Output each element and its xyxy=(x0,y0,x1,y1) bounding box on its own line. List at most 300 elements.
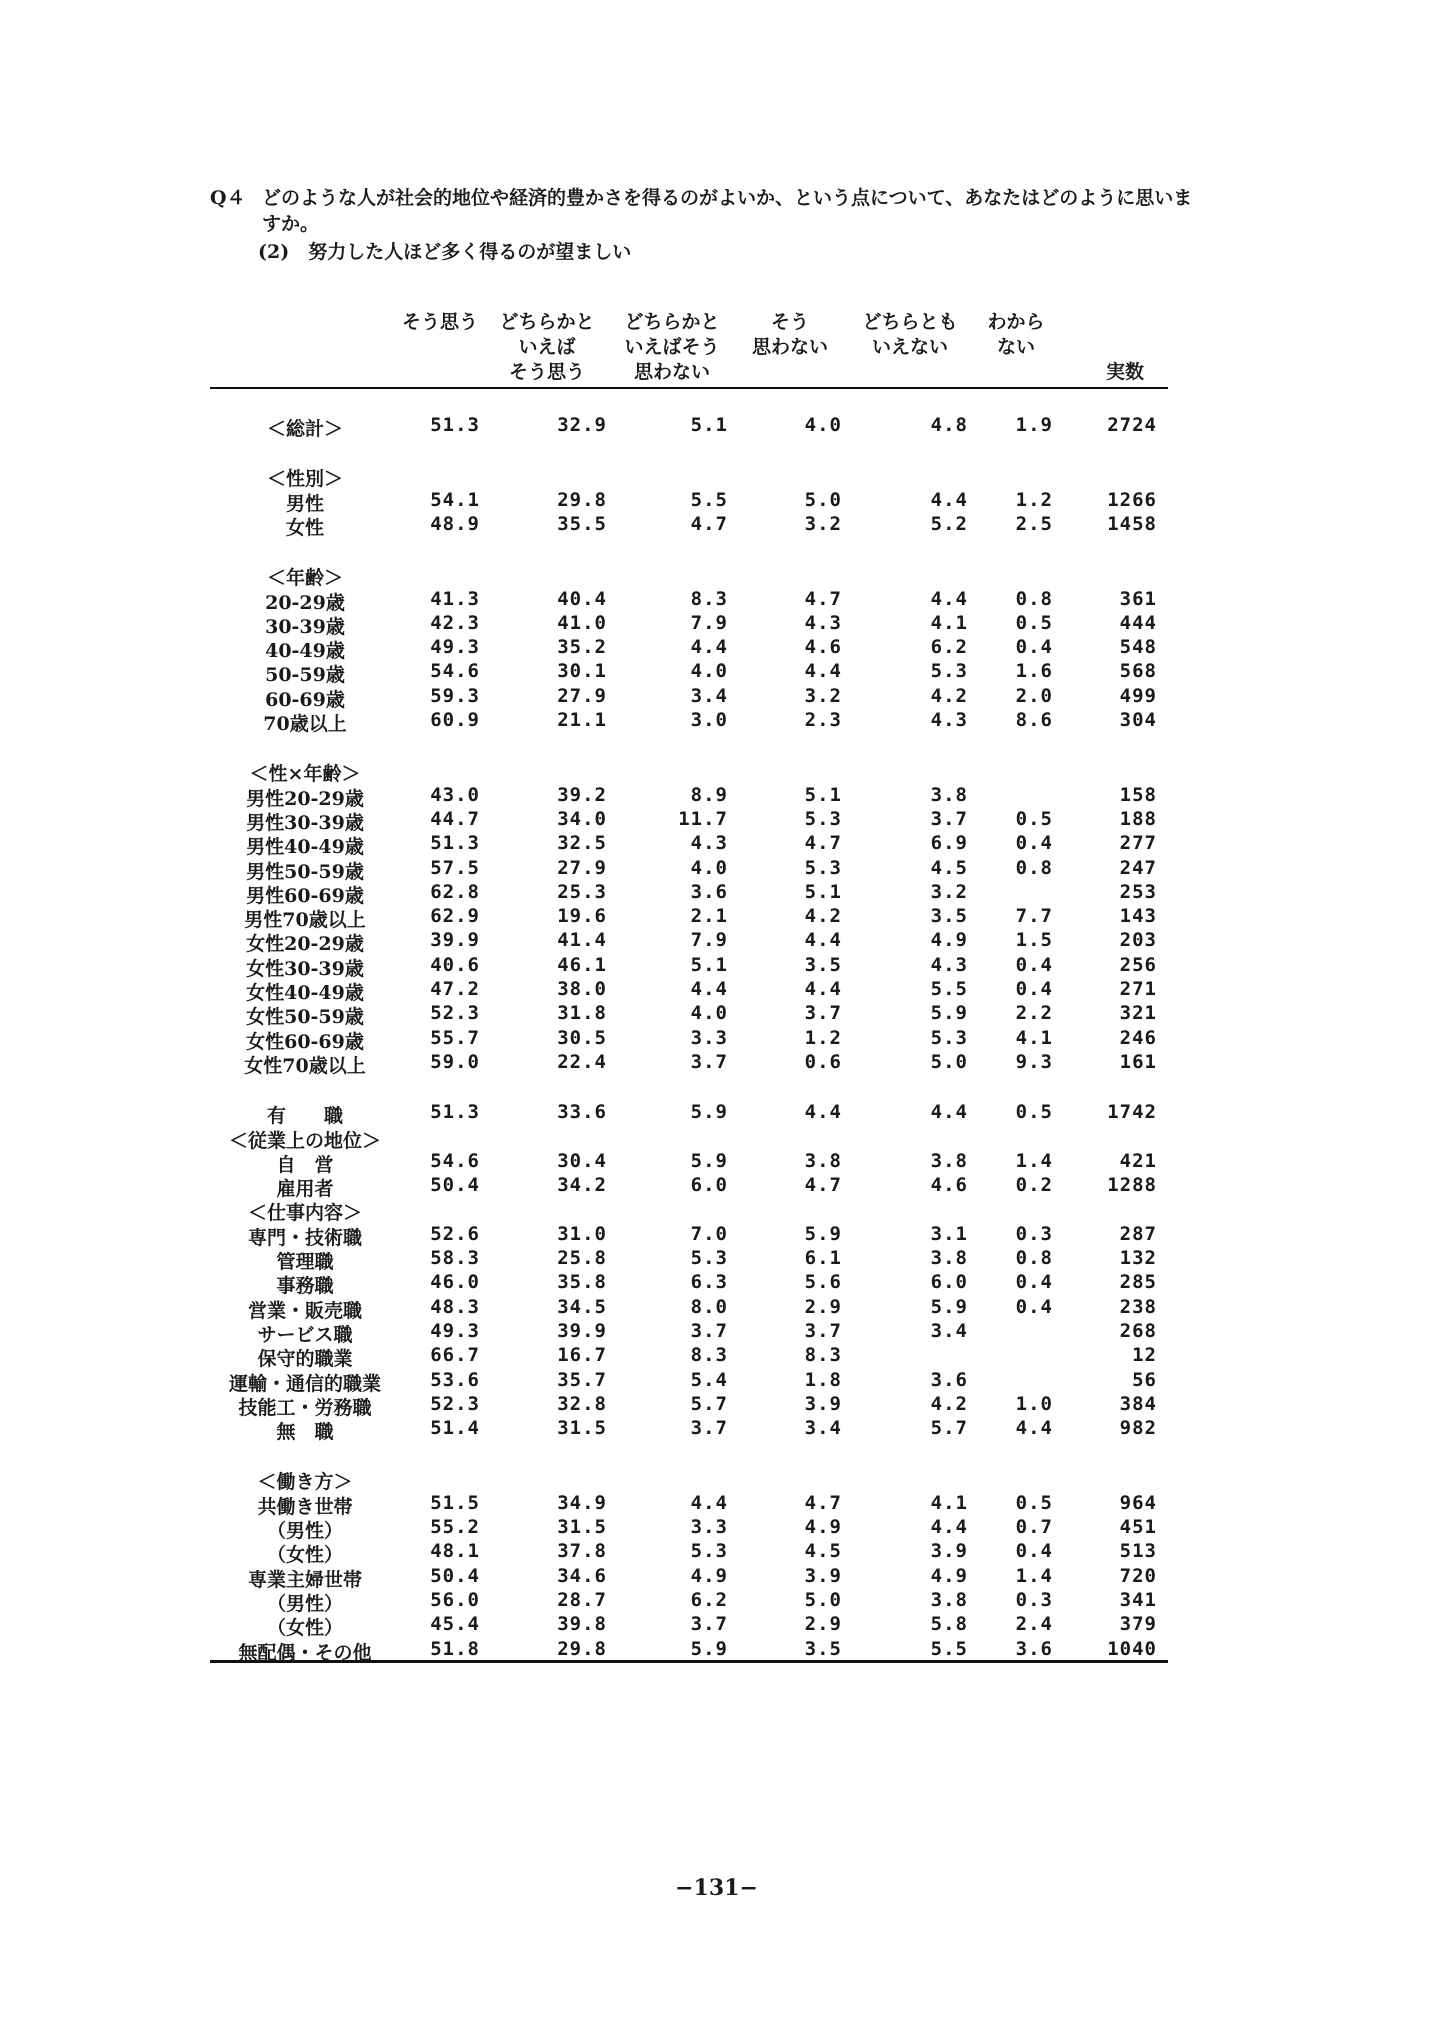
table-cell: 5.7 xyxy=(690,1392,728,1415)
column-header: そう 思わない xyxy=(751,311,828,358)
table-cell: 4.4 xyxy=(690,636,728,659)
table-cell: 3.3 xyxy=(690,1516,728,1538)
table-cell: 3.2 xyxy=(804,684,842,707)
table-cell: 35.8 xyxy=(557,1271,607,1294)
table-cell: 42.3 xyxy=(430,611,480,634)
table-cell: 54.6 xyxy=(430,1149,480,1172)
table-cell: 62.9 xyxy=(430,905,480,928)
table-cell: 56 xyxy=(1132,1368,1157,1391)
table-cell: 4.4 xyxy=(690,978,728,1000)
table-cell: 6.2 xyxy=(690,1588,728,1611)
column-header: どちらとも いえない xyxy=(862,311,958,358)
row-label: （女性） xyxy=(266,1544,343,1567)
table-cell: 4.9 xyxy=(930,1564,968,1587)
table-cell: 3.1 xyxy=(930,1222,968,1245)
table-cell: 62.8 xyxy=(430,880,480,903)
table-cell: 7.0 xyxy=(690,1222,728,1245)
table-cell: 9.3 xyxy=(1015,1050,1053,1073)
row-label: サービス職 xyxy=(257,1323,353,1346)
table-cell: 0.4 xyxy=(1015,953,1053,976)
table-cell: 29.8 xyxy=(557,488,607,511)
table-cell: 1.4 xyxy=(1015,1149,1053,1172)
table-cell: 4.3 xyxy=(690,832,728,855)
table-cell: 247 xyxy=(1119,856,1157,879)
table-cell: 0.8 xyxy=(1015,587,1053,610)
table-cell: 1.0 xyxy=(1015,1392,1053,1415)
table-cell: 6.3 xyxy=(690,1271,728,1294)
table-cell: 5.3 xyxy=(690,1247,728,1269)
table-cell: 51.8 xyxy=(430,1637,480,1660)
table-cell: 1288 xyxy=(1107,1174,1157,1197)
table-cell: 8.3 xyxy=(690,1344,728,1367)
column-header: どちらかと いえば そう思う xyxy=(499,311,595,383)
table-cell: 4.0 xyxy=(690,660,728,683)
table-cell: 35.2 xyxy=(557,636,607,659)
table-cell: 32.5 xyxy=(557,832,607,855)
table-cell: 52.6 xyxy=(430,1222,480,1245)
table-cell: 6.0 xyxy=(690,1174,728,1197)
table-cell: 3.7 xyxy=(804,1319,842,1342)
table-cell: 1458 xyxy=(1107,512,1157,535)
table-cell: 4.6 xyxy=(930,1174,968,1197)
table-cell: 3.7 xyxy=(804,1002,842,1025)
table-cell: 1.2 xyxy=(804,1026,842,1049)
table-cell: 22.4 xyxy=(557,1050,607,1073)
table-cell: 5.9 xyxy=(690,1637,728,1660)
row-label: 女性30-39歳 xyxy=(246,957,364,980)
table-cell: 5.4 xyxy=(690,1368,728,1391)
table-cell: 4.4 xyxy=(1015,1417,1053,1440)
table-cell: 0.8 xyxy=(1015,1247,1053,1269)
table-cell: 41.3 xyxy=(430,587,480,610)
column-header: 実数 xyxy=(1105,361,1144,383)
table-cell: 31.5 xyxy=(557,1417,607,1440)
table-cell: 4.7 xyxy=(804,1174,842,1197)
table-cell: 51.3 xyxy=(430,414,480,436)
table-cell: 5.9 xyxy=(690,1101,728,1124)
row-label: 男性50-59歳 xyxy=(246,860,364,883)
table-cell: 4.4 xyxy=(804,1101,842,1124)
table-cell: 1.6 xyxy=(1015,660,1053,683)
table-cell: 1.5 xyxy=(1015,929,1053,952)
table-cell: 4.4 xyxy=(690,1491,728,1514)
table-cell: 304 xyxy=(1119,709,1157,731)
table-cell: 2.9 xyxy=(804,1613,842,1636)
row-label: 女性20-29歳 xyxy=(246,933,364,956)
table-cell: 51.4 xyxy=(430,1417,480,1440)
table-cell: 27.9 xyxy=(557,856,607,879)
table-cell: 5.3 xyxy=(930,1026,968,1049)
table-cell: 48.9 xyxy=(430,512,480,535)
table-cell: 48.3 xyxy=(430,1295,480,1318)
table-cell: 0.5 xyxy=(1015,611,1053,634)
table-cell: 48.1 xyxy=(430,1540,480,1563)
table-cell: 5.5 xyxy=(690,488,728,511)
table-cell: 720 xyxy=(1119,1564,1157,1587)
row-label: 事務職 xyxy=(276,1275,334,1298)
table-cell: 6.9 xyxy=(930,832,968,855)
table-cell: 21.1 xyxy=(557,709,607,731)
table-cell: 4.0 xyxy=(804,414,842,436)
table-cell: 3.4 xyxy=(690,684,728,707)
table-cell: 2.3 xyxy=(804,709,842,731)
table-cell: 0.4 xyxy=(1015,1271,1053,1294)
table-cell: 11.7 xyxy=(678,807,728,830)
table-cell: 4.2 xyxy=(804,905,842,928)
table-cell: 3.7 xyxy=(690,1417,728,1440)
table-cell: 4.4 xyxy=(804,929,842,952)
table-cell: 38.0 xyxy=(557,978,607,1000)
table-cell: 4.3 xyxy=(930,953,968,976)
row-label: 女性50-59歳 xyxy=(246,1006,364,1029)
table-cell: 5.1 xyxy=(804,880,842,903)
row-label: 技能工・労務職 xyxy=(238,1396,372,1419)
row-label: 女性 xyxy=(285,516,324,539)
table-cell: 27.9 xyxy=(557,684,607,707)
table-cell: 49.3 xyxy=(430,1319,480,1342)
row-label: 運輸・通信的職業 xyxy=(228,1372,381,1395)
table-cell: 4.6 xyxy=(804,636,842,659)
table-cell: 55.2 xyxy=(430,1516,480,1538)
table-cell: 3.9 xyxy=(804,1392,842,1415)
table-cell: 25.8 xyxy=(557,1247,607,1269)
table-cell: 3.5 xyxy=(804,1637,842,1660)
table-cell: 4.4 xyxy=(930,587,968,610)
row-label: 自 営 xyxy=(276,1153,334,1176)
table-cell: 5.3 xyxy=(804,856,842,879)
table-cell: 5.3 xyxy=(804,807,842,830)
table-cell: 40.6 xyxy=(430,953,480,976)
table-cell: 0.5 xyxy=(1015,1101,1053,1124)
row-label: 男性20-29歳 xyxy=(246,787,364,810)
table-cell: 6.1 xyxy=(804,1247,842,1269)
row-label: 男性60-69歳 xyxy=(246,884,364,907)
table-cell: 321 xyxy=(1119,1002,1157,1025)
table-cell: 5.5 xyxy=(930,978,968,1000)
column-header: どちらかと いえばそう 思わない xyxy=(624,311,720,383)
table-cell: 0.6 xyxy=(804,1050,842,1073)
table-cell: 47.2 xyxy=(430,978,480,1000)
table-cell: 25.3 xyxy=(557,880,607,903)
table-cell: 1.8 xyxy=(804,1368,842,1391)
row-label: 女性70歳以上 xyxy=(244,1054,366,1077)
table-cell: 2724 xyxy=(1107,414,1157,436)
table-cell: 1.2 xyxy=(1015,488,1053,511)
table-cell: 60.9 xyxy=(430,709,480,731)
row-label: ＜働き方＞ xyxy=(257,1471,353,1494)
table-cell: 3.5 xyxy=(804,953,842,976)
table-cell: 8.6 xyxy=(1015,709,1053,731)
table-cell: 34.0 xyxy=(557,807,607,830)
row-label: 男性 xyxy=(285,492,324,515)
table-cell: 421 xyxy=(1119,1149,1157,1172)
row-label: 女性60-69歳 xyxy=(246,1030,364,1053)
table-cell: 34.9 xyxy=(557,1491,607,1514)
table-cell: 31.5 xyxy=(557,1516,607,1538)
table-cell: 4.4 xyxy=(930,1101,968,1124)
table-cell: 3.8 xyxy=(930,1247,968,1269)
table-cell: 4.7 xyxy=(804,1491,842,1514)
row-label: 男性30-39歳 xyxy=(246,811,364,834)
table-cell: 37.8 xyxy=(557,1540,607,1563)
table-cell: 7.7 xyxy=(1015,905,1053,928)
column-header: そう思う xyxy=(401,311,478,333)
table-cell: 32.9 xyxy=(557,414,607,436)
table-cell: 4.7 xyxy=(690,512,728,535)
table-cell: 39.9 xyxy=(430,929,480,952)
table-cell: 3.8 xyxy=(930,783,968,806)
table-cell: 34.2 xyxy=(557,1174,607,1197)
table-cell: 57.5 xyxy=(430,856,480,879)
table-cell: 40.4 xyxy=(557,587,607,610)
table-cell: 34.5 xyxy=(557,1295,607,1318)
table-cell: 277 xyxy=(1119,832,1157,855)
table-cell: 271 xyxy=(1119,978,1157,1000)
table-cell: 55.7 xyxy=(430,1026,480,1049)
row-label: 有 職 xyxy=(266,1105,343,1128)
table-cell: 45.4 xyxy=(430,1613,480,1636)
table-cell: 0.4 xyxy=(1015,636,1053,659)
table-cell: 0.4 xyxy=(1015,1540,1053,1563)
row-label: （女性） xyxy=(266,1617,343,1640)
table-cell: 513 xyxy=(1119,1540,1157,1563)
table-cell: 5.1 xyxy=(804,783,842,806)
row-label: ＜性×年齢＞ xyxy=(249,763,361,786)
table-cell: 46.1 xyxy=(557,953,607,976)
table-cell: 548 xyxy=(1119,636,1157,659)
row-label: 専業主婦世帯 xyxy=(247,1568,362,1591)
table-cell: 132 xyxy=(1119,1247,1157,1269)
table-cell: 4.7 xyxy=(804,587,842,610)
table-cell: 51.3 xyxy=(430,1101,480,1124)
table-cell: 3.0 xyxy=(690,709,728,731)
table-cell: 4.0 xyxy=(690,1002,728,1025)
table-cell: 188 xyxy=(1119,807,1157,830)
table-cell: 285 xyxy=(1119,1271,1157,1294)
question-subitem: (2) 努力した人ほど多く得るのが望ましい xyxy=(258,241,632,263)
table-cell: 59.0 xyxy=(430,1050,480,1073)
table-cell: 4.4 xyxy=(930,488,968,511)
table-cell: 12 xyxy=(1132,1344,1157,1367)
row-label: ＜仕事内容＞ xyxy=(247,1202,362,1225)
row-label: 専門・技術職 xyxy=(247,1226,362,1249)
table-cell: 3.4 xyxy=(804,1417,842,1440)
table-cell: 56.0 xyxy=(430,1588,480,1611)
table-cell: 982 xyxy=(1119,1417,1157,1440)
table-cell: 341 xyxy=(1119,1588,1157,1611)
table-cell: 6.0 xyxy=(930,1271,968,1294)
table-cell: 43.0 xyxy=(430,783,480,806)
table-cell: 3.7 xyxy=(690,1613,728,1636)
table-cell: 5.0 xyxy=(804,1588,842,1611)
table-cell: 3.3 xyxy=(690,1026,728,1049)
table-cell: 444 xyxy=(1119,611,1157,634)
table-cell: 5.2 xyxy=(930,512,968,535)
table-cell: 5.9 xyxy=(930,1002,968,1025)
table-cell: 3.8 xyxy=(930,1149,968,1172)
question-text: どのような人が社会的地位や経済的豊かさを得るのがよいか、という点について、あなたはどのように思いますか。 xyxy=(262,187,1193,235)
table-cell: 0.5 xyxy=(1015,807,1053,830)
table-cell: 8.3 xyxy=(804,1344,842,1367)
table-cell: 51.5 xyxy=(430,1491,480,1514)
table-cell: 256 xyxy=(1119,953,1157,976)
table-cell: 4.9 xyxy=(690,1564,728,1587)
table-cell: 7.9 xyxy=(690,929,728,952)
table-cell: 1266 xyxy=(1107,488,1157,511)
table-cell: 5.1 xyxy=(690,414,728,436)
table-cell: 30.5 xyxy=(557,1026,607,1049)
table-cell: 0.7 xyxy=(1015,1516,1053,1538)
table-cell: 4.1 xyxy=(1015,1026,1053,1049)
table-cell: 158 xyxy=(1119,783,1157,806)
row-label: 40-49歳 xyxy=(265,640,345,663)
table-cell: 8.0 xyxy=(690,1295,728,1318)
table-cell: 41.0 xyxy=(557,611,607,634)
table-cell: 50.4 xyxy=(430,1564,480,1587)
table-cell: 31.0 xyxy=(557,1222,607,1245)
table-cell: 4.7 xyxy=(804,832,842,855)
table-cell: 4.5 xyxy=(804,1540,842,1563)
table-cell: 5.3 xyxy=(930,660,968,683)
table-cell: 2.1 xyxy=(690,905,728,928)
row-label: 20-29歳 xyxy=(265,591,345,614)
table-cell: 33.6 xyxy=(557,1101,607,1124)
table-cell: 5.3 xyxy=(690,1540,728,1563)
table-cell: 143 xyxy=(1119,905,1157,928)
table-cell: 3.2 xyxy=(930,880,968,903)
row-label: ＜総計＞ xyxy=(266,418,343,440)
table-cell: 0.3 xyxy=(1015,1588,1053,1611)
question-number: Q４ xyxy=(210,187,246,209)
table-cell: 19.6 xyxy=(557,905,607,928)
table-cell: 3.7 xyxy=(690,1319,728,1342)
table-cell: 5.9 xyxy=(690,1149,728,1172)
table-cell: 4.5 xyxy=(930,856,968,879)
row-label: ＜年齢＞ xyxy=(266,567,343,590)
table-cell: 3.4 xyxy=(930,1319,968,1342)
table-cell: 1.9 xyxy=(1015,414,1053,436)
table-cell: 4.4 xyxy=(930,1516,968,1538)
table-cell: 52.3 xyxy=(430,1392,480,1415)
row-label: ＜従業上の地位＞ xyxy=(228,1129,381,1152)
table-cell: 361 xyxy=(1119,587,1157,610)
table-cell: 5.6 xyxy=(804,1271,842,1294)
table-cell: 4.9 xyxy=(804,1516,842,1538)
table-cell: 35.5 xyxy=(557,512,607,535)
table-cell: 2.9 xyxy=(804,1295,842,1318)
table-cell: 499 xyxy=(1119,684,1157,707)
table-cell: 203 xyxy=(1119,929,1157,952)
table-cell: 39.9 xyxy=(557,1319,607,1342)
row-label: 保守的職業 xyxy=(257,1348,353,1371)
table-cell: 8.3 xyxy=(690,587,728,610)
table-cell: 4.1 xyxy=(930,1491,968,1514)
table-cell: 66.7 xyxy=(430,1344,480,1367)
table-cell: 0.3 xyxy=(1015,1222,1053,1245)
row-label: 男性40-49歳 xyxy=(246,836,364,859)
page-number: −131− xyxy=(675,1875,758,1901)
table-rule xyxy=(210,387,1168,389)
table-cell: 0.5 xyxy=(1015,1491,1053,1514)
table-cell: 30.1 xyxy=(557,660,607,683)
row-label: 70歳以上 xyxy=(263,713,347,735)
table-cell: 0.2 xyxy=(1015,1174,1053,1197)
table-cell: 4.8 xyxy=(930,414,968,436)
table-cell: 2.2 xyxy=(1015,1002,1053,1025)
table-cell: 2.0 xyxy=(1015,684,1053,707)
table-cell: 964 xyxy=(1119,1491,1157,1514)
table-cell: 3.9 xyxy=(804,1564,842,1587)
table-cell: 384 xyxy=(1119,1392,1157,1415)
table-cell: 5.9 xyxy=(804,1222,842,1245)
table-cell: 31.8 xyxy=(557,1002,607,1025)
table-cell: 268 xyxy=(1119,1319,1157,1342)
table-cell: 3.8 xyxy=(804,1149,842,1172)
table-cell: 4.3 xyxy=(804,611,842,634)
table-cell: 0.4 xyxy=(1015,832,1053,855)
table-cell: 5.5 xyxy=(930,1637,968,1660)
table-cell: 5.0 xyxy=(804,488,842,511)
table-cell: 1040 xyxy=(1107,1637,1157,1660)
table-cell: 0.4 xyxy=(1015,1295,1053,1318)
table-cell: 5.0 xyxy=(930,1050,968,1073)
row-label: 無 職 xyxy=(276,1421,334,1444)
table-cell: 4.4 xyxy=(804,660,842,683)
row-label: （男性） xyxy=(266,1592,343,1615)
table-cell: 287 xyxy=(1119,1222,1157,1245)
table-cell: 379 xyxy=(1119,1613,1157,1636)
table-cell: 7.9 xyxy=(690,611,728,634)
table-cell: 4.3 xyxy=(930,709,968,731)
table-cell: 1742 xyxy=(1107,1101,1157,1124)
table-cell: 29.8 xyxy=(557,1637,607,1660)
table-cell: 568 xyxy=(1119,660,1157,683)
table-cell: 54.1 xyxy=(430,488,480,511)
table-cell: 16.7 xyxy=(557,1344,607,1367)
table-cell: 3.9 xyxy=(930,1540,968,1563)
row-label: 無配偶・その他 xyxy=(238,1641,372,1664)
row-label: 50-59歳 xyxy=(265,664,345,687)
table-cell: 253 xyxy=(1119,880,1157,903)
table-cell: 39.8 xyxy=(557,1613,607,1636)
row-label: （男性） xyxy=(266,1520,343,1542)
row-label: 60-69歳 xyxy=(265,688,345,711)
row-label: 共働き世帯 xyxy=(257,1495,353,1518)
table-cell: 246 xyxy=(1119,1026,1157,1049)
table-cell: 1.4 xyxy=(1015,1564,1053,1587)
table-cell: 49.3 xyxy=(430,636,480,659)
table-cell: 2.5 xyxy=(1015,512,1053,535)
table-cell: 34.6 xyxy=(557,1564,607,1587)
table-cell: 0.8 xyxy=(1015,856,1053,879)
row-label: 雇用者 xyxy=(276,1178,334,1201)
table-cell: 5.1 xyxy=(690,953,728,976)
table-cell: 44.7 xyxy=(430,807,480,830)
table-cell: 39.2 xyxy=(557,783,607,806)
table-cell: 3.6 xyxy=(930,1368,968,1391)
table-cell: 54.6 xyxy=(430,660,480,683)
table-cell: 3.6 xyxy=(690,880,728,903)
table-cell: 46.0 xyxy=(430,1271,480,1294)
table-cell: 5.8 xyxy=(930,1613,968,1636)
table-cell: 4.1 xyxy=(930,611,968,634)
table-cell: 2.4 xyxy=(1015,1613,1053,1636)
table-cell: 32.8 xyxy=(557,1392,607,1415)
row-label: 営業・販売職 xyxy=(247,1299,362,1322)
table-cell: 4.4 xyxy=(804,978,842,1000)
table-cell: 58.3 xyxy=(430,1247,480,1269)
table-cell: 8.9 xyxy=(690,783,728,806)
